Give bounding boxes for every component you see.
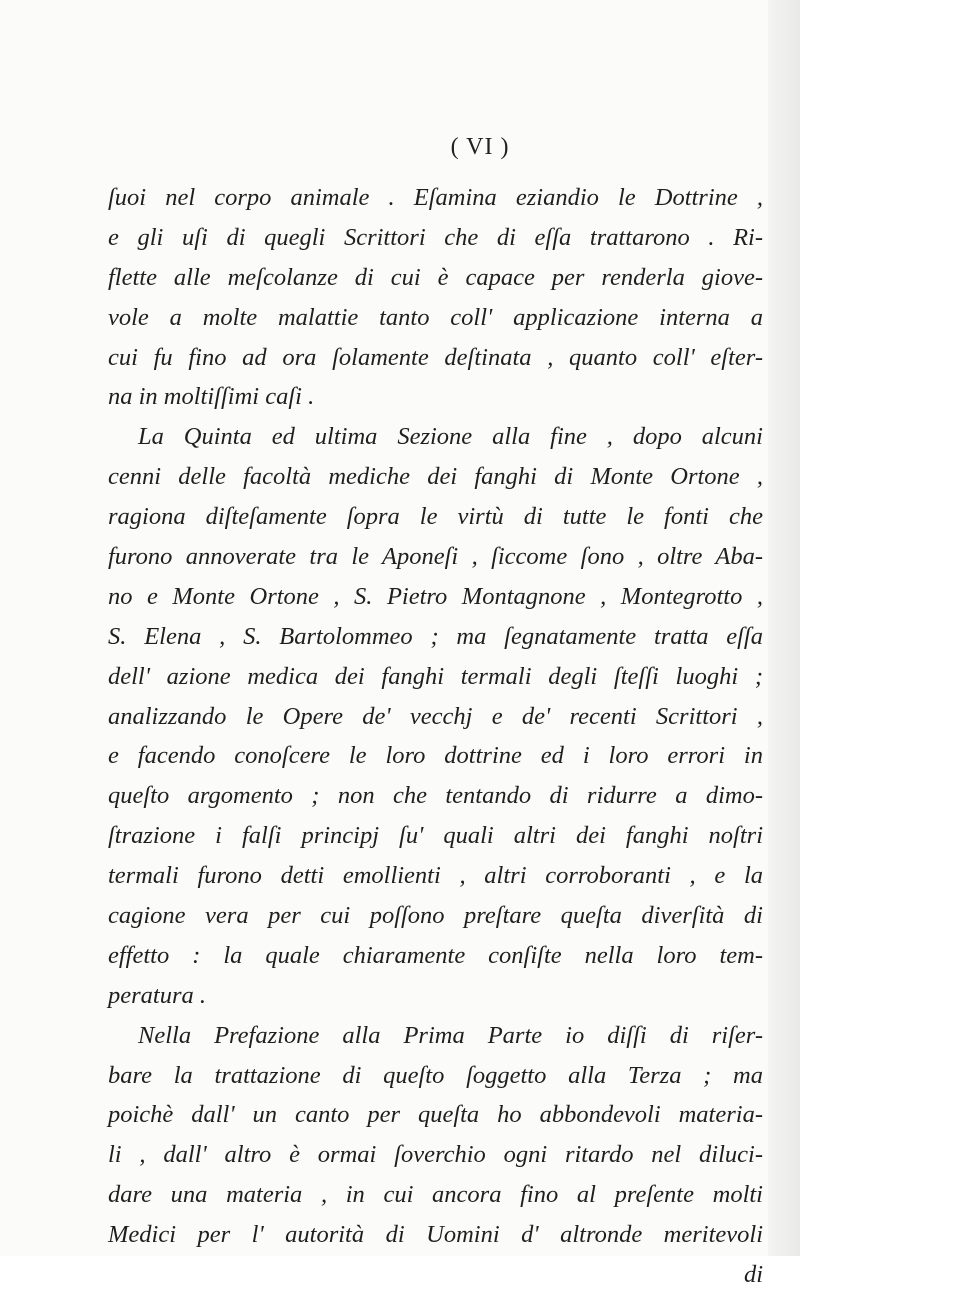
text-line: effetto : la quale chiaramente conſiſte nella loro tem- bbox=[108, 941, 763, 969]
text-line: vole a molte malattie tanto coll' applicazione interna a bbox=[108, 303, 763, 331]
text-line: termali furono detti emollienti , altri corroboranti , e la bbox=[108, 862, 763, 890]
text-line: e gli uſi di quegli Scrittori che di eſſa trattarono . Ri- bbox=[108, 223, 763, 251]
text-line: flette alle meſcolanze di cui è capace per renderla giove- bbox=[108, 263, 763, 291]
text-line: no e Monte Ortone , S. Pietro Montagnone , Montegrotto , bbox=[108, 582, 763, 610]
text-line: Medici per l' autorità di Uomini d' altronde meritevoli bbox=[108, 1221, 763, 1249]
text-line: dell' azione medica dei fanghi termali degli ſteſſi luoghi ; bbox=[108, 662, 763, 690]
text-line: cui fu fino ad ora ſolamente deſtinata , quanto coll' eſter- bbox=[108, 343, 763, 371]
text-line: La Quinta ed ultima Sezione alla fine , dopo alcuni bbox=[138, 423, 763, 451]
text-line: e facendo conoſcere le loro dottrine ed i loro errori in bbox=[108, 742, 763, 770]
text-line: na in moltiſſimi caſi . bbox=[108, 383, 315, 411]
text-line: furono annoverate tra le Aponeſi , ſiccome ſono , oltre Aba- bbox=[108, 543, 763, 571]
text-line: Nella Prefazione alla Prima Parte io diſſi di riſer- bbox=[138, 1021, 763, 1049]
text-line: ragiona diſteſamente ſopra le virtù di tutte le fonti che bbox=[108, 503, 763, 531]
text-line: li , dall' altro è ormai ſoverchio ogni ritardo nel diluci- bbox=[108, 1141, 763, 1169]
text-line: ſuoi nel corpo animale . Eſamina eziandio le Dottrine , bbox=[108, 184, 763, 211]
page-number: ( VI ) bbox=[450, 134, 510, 160]
text-line: analizzando le Opere de' vecchj e de' recenti Scrittori , bbox=[108, 702, 763, 730]
text-line: S. Elena , S. Bartolommeo ; ma ſegnatamente tratta eſſa bbox=[108, 622, 763, 650]
catchword: di bbox=[743, 1261, 763, 1289]
text-line: queſto argomento ; non che tentando di ridurre a dimo- bbox=[108, 782, 763, 810]
text-line: bare la trattazione di queſto ſoggetto alla Terza ; ma bbox=[108, 1061, 763, 1089]
text-line: cagione vera per cui poſſono preſtare queſta diverſità di bbox=[108, 902, 763, 930]
text-line: cenni delle facoltà mediche dei fanghi di Monte Ortone , bbox=[108, 463, 763, 491]
body-text bbox=[108, 178, 763, 1295]
text-line: poichè dall' un canto per queſta ho abbondevoli materia- bbox=[108, 1101, 763, 1129]
text-line: ſtrazione i falſi principj ſu' quali altri dei fanghi noſtri bbox=[108, 822, 763, 850]
text-line: dare una materia , in cui ancora fino al preſente molti bbox=[108, 1181, 763, 1209]
page-edge-shadow bbox=[768, 0, 800, 1256]
text-line: peratura . bbox=[108, 981, 206, 1009]
